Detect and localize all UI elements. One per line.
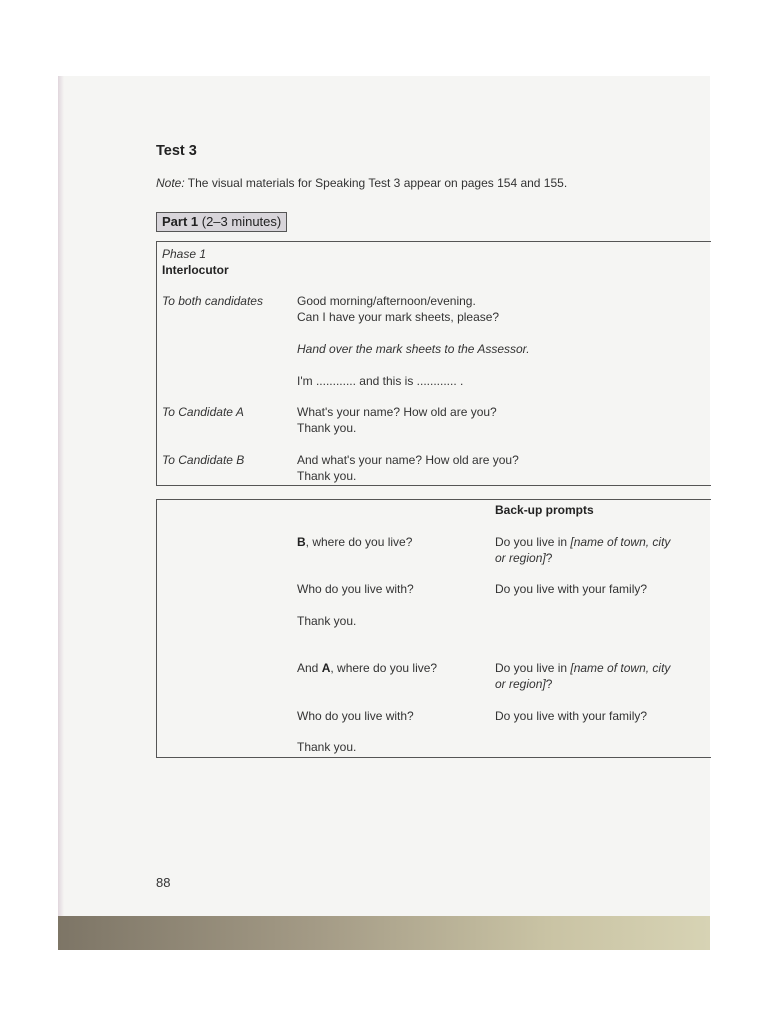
note-text: The visual materials for Speaking Test 3 appear on pages 154 and 155. xyxy=(184,176,568,190)
question-b-who: Who do you live with? xyxy=(297,582,414,596)
thanks-b: Thank you. xyxy=(297,469,357,483)
question-b-live: B, where do you live? xyxy=(297,535,413,549)
backup-b-live: Do you live in [name of town, city xyxy=(495,535,671,549)
page-left-edge-shadow xyxy=(58,76,64,916)
part-duration: (2–3 minutes) xyxy=(198,214,282,229)
part-heading xyxy=(156,212,287,232)
instruction-line: Hand over the mark sheets to the Assessor. xyxy=(297,342,530,356)
question-a: What's your name? How old are you? xyxy=(297,405,497,419)
mark-sheets-line: Can I have your mark sheets, please? xyxy=(297,310,500,324)
backup-b-family: Do you live with your family? xyxy=(495,582,648,596)
cue-candidate-b: To Candidate B xyxy=(162,453,245,467)
page-number: 88 xyxy=(156,875,171,890)
scan-bottom-band xyxy=(58,916,710,950)
thanks-b-phase2: Thank you. xyxy=(297,614,357,628)
question-b: And what's your name? How old are you? xyxy=(297,453,519,467)
greeting-line: Good morning/afternoon/evening. xyxy=(297,294,476,308)
backup-b-live-cont: or region]? xyxy=(495,551,553,565)
backup-prompts-header: Back-up prompts xyxy=(495,503,594,517)
cue-candidate-a: To Candidate A xyxy=(162,405,244,419)
backup-a-live: Do you live in [name of town, city xyxy=(495,661,671,675)
question-a-who: Who do you live with? xyxy=(297,709,414,723)
thanks-a: Thank you. xyxy=(297,421,357,435)
cue-both-candidates: To both candidates xyxy=(162,294,263,308)
test-title: Test 3 xyxy=(156,143,197,159)
question-a-live: And A, where do you live? xyxy=(297,661,438,675)
part-label: Part 1 xyxy=(162,214,199,229)
phase-label: Phase 1 xyxy=(162,247,207,261)
backup-a-live-cont: or region]? xyxy=(495,677,553,691)
intro-line: I'm ............ and this is ............ . xyxy=(297,374,464,388)
note-label: Note: xyxy=(156,176,185,190)
role-label: Interlocutor xyxy=(162,263,229,277)
note-line xyxy=(156,176,567,190)
phase1-box xyxy=(156,241,711,486)
backup-a-family: Do you live with your family? xyxy=(495,709,648,723)
thanks-a-phase2: Thank you. xyxy=(297,740,357,754)
